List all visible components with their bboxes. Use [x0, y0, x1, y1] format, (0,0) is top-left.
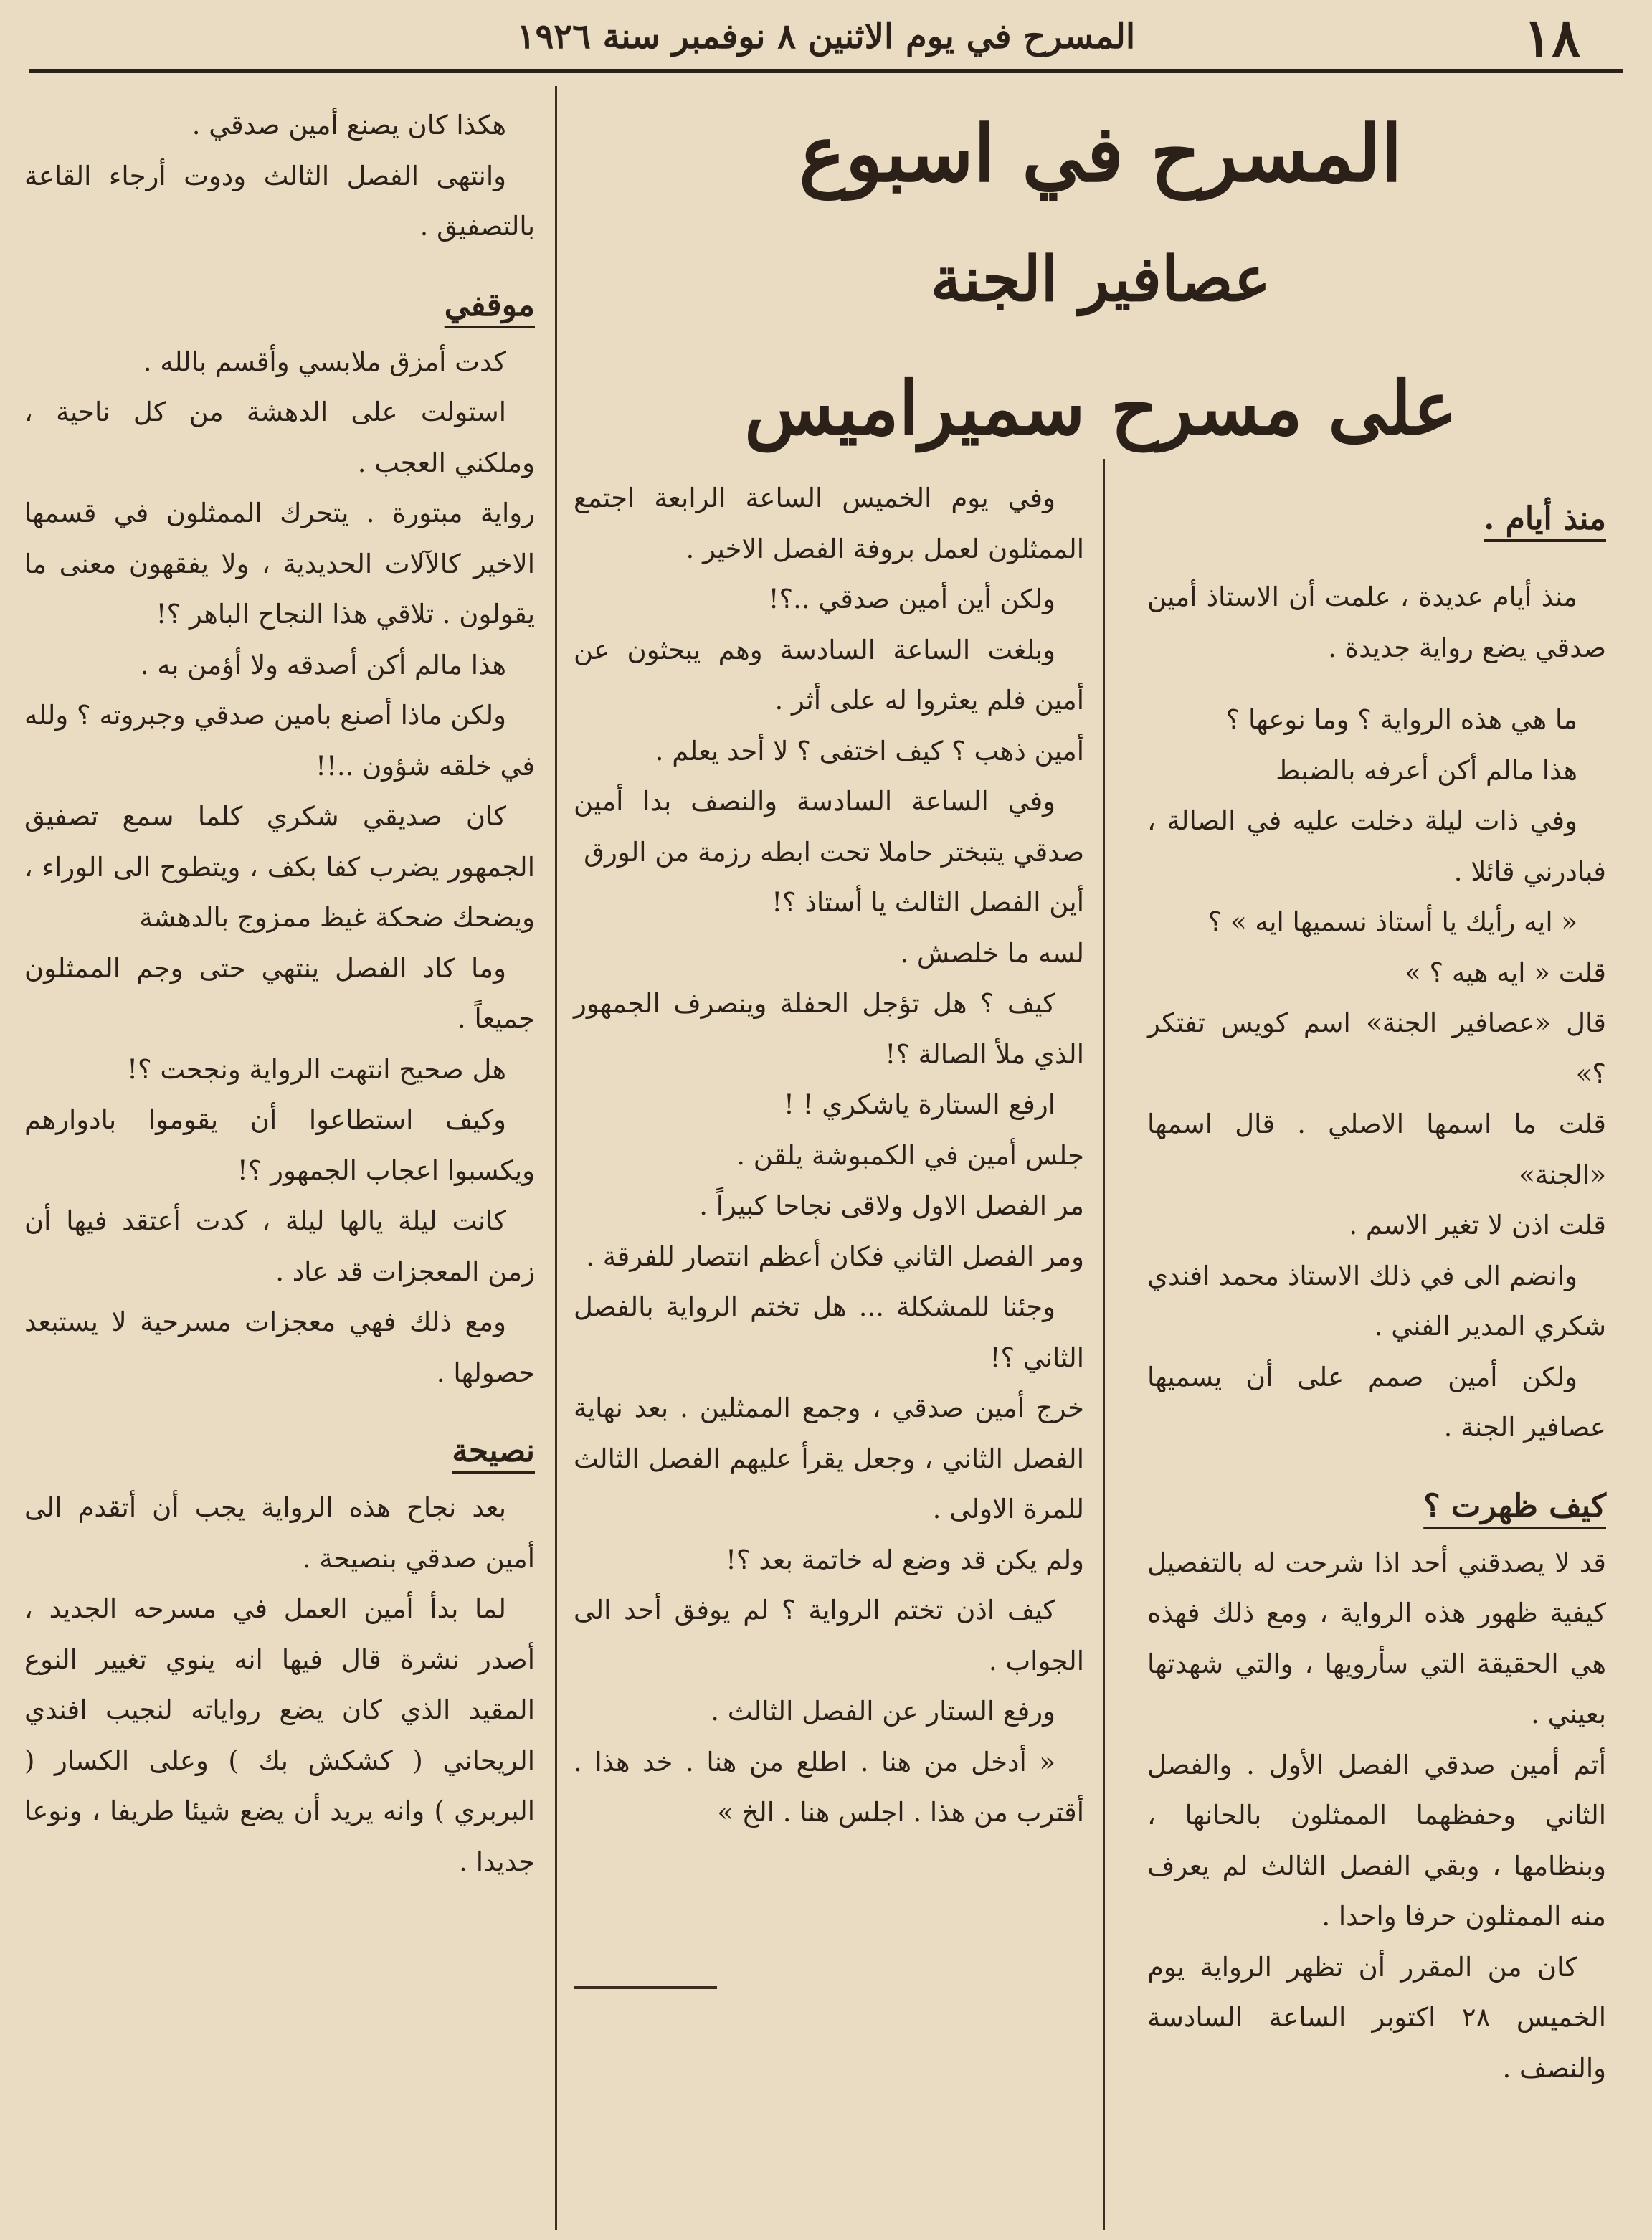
- section-title: المسرح في اسبوع: [799, 109, 1402, 199]
- paragraph: مر الفصل الاول ولاقى نجاحا كبيراً .: [699, 1190, 1084, 1221]
- right-column: [1147, 488, 1606, 2094]
- section-divider: [574, 1986, 717, 1989]
- header-rule: [29, 69, 1623, 73]
- paragraph: منذ أيام عديدة ، علمت أن الاستاذ أمين صدقي يضع رواية جديدة .: [1147, 582, 1606, 663]
- page-header: [29, 0, 1623, 79]
- paragraph: كيف ؟ هل تؤجل الحفلة وينصرف الجمهور الذي ملأ الصالة ؟!: [574, 988, 1084, 1070]
- article-subtitle: عصافير الجنة: [930, 243, 1271, 315]
- paragraph: وبلغت الساعة السادسة وهم يبحثون عن أمين فلم يعثروا له على أثر .: [574, 634, 1084, 716]
- paragraph: هذا مالم أكن أعرفه بالضبط: [1276, 754, 1577, 786]
- paragraph: ولكن أمين صمم على أن يسميها عصافير الجنة .: [1147, 1361, 1606, 1443]
- paragraph: ما هي هذه الرواية ؟ وما نوعها ؟: [1225, 704, 1577, 735]
- paragraph: وكيف استطاعوا أن يقوموا بادوارهم ويكسبوا اعجاب الجمهور ؟!: [24, 1104, 535, 1186]
- paragraph: جلس أمين في الكمبوشة يلقن .: [736, 1139, 1084, 1171]
- paragraph: وفي يوم الخميس الساعة الرابعة اجتمع الممثلون لعمل بروفة الفصل الاخير .: [574, 483, 1084, 564]
- paragraph: قلت اذن لا تغير الاسم .: [1349, 1210, 1606, 1240]
- paragraph: ولكن أين أمين صدقي ..؟!: [768, 584, 1055, 614]
- paragraph: استولت على الدهشة من كل ناحية ، وملكني العجب .: [24, 397, 535, 478]
- paragraph: وفي الساعة السادسة والنصف بدا أمين صدقي يتبختر حاملا تحت ابطه رزمة من الورق: [574, 786, 1084, 868]
- paragraph: ولم يكن قد وضع له خاتمة بعد ؟!: [726, 1544, 1084, 1575]
- paragraph: خرج أمين صدقي ، وجمع الممثلين . بعد نهاية الفصل الثاني ، وجعل يقرأ عليهم الفصل الثالث للمرة الاولى .: [574, 1392, 1084, 1524]
- paragraph: وما كاد الفصل ينتهي حتى وجم الممثلون جميعاً .: [24, 952, 535, 1034]
- middle-column: [574, 473, 1084, 1838]
- paragraph: كان من المقرر أن تظهر الرواية يوم الخميس ٢٨ اكتوبر الساعة السادسة والنصف .: [1147, 1951, 1606, 2084]
- subheading-advice: نصيحة: [452, 1433, 535, 1469]
- paragraph: ولكن ماذا أصنع بامين صدقي وجبروته ؟ ولله في خلقه شؤون ..!!: [24, 700, 535, 782]
- paragraph: لما بدأ أمين العمل في مسرحه الجديد ، أصدر نشرة قال فيها انه ينوي تغيير النوع المقيد الذي كان يضع رواياته لنجيب افندي الريحاني ( كشكش بك ) وعلى الكسار ( البربري ) وانه يريد أن يضع شيئا طريفا ، ونوعا جديدا .: [24, 1593, 535, 1877]
- paragraph: ارفع الستارة ياشكري ! !: [784, 1089, 1055, 1120]
- paragraph: قال «عصافير الجنة» اسم كويس تفتكر ؟»: [1147, 1007, 1606, 1089]
- column-divider-right: [1103, 459, 1105, 2230]
- paragraph: ورفع الستار عن الفصل الثالث .: [711, 1696, 1055, 1727]
- paragraph: رواية مبتورة . يتحرك الممثلون في قسمها الاخير كالآلات الحديدية ، ولا يفقهون معنى ما يقولون . تلاقي هذا النجاح الباهر ؟!: [24, 498, 535, 630]
- paragraph: هل صحيح انتهت الرواية ونجحت ؟!: [127, 1053, 506, 1085]
- paragraph: وانضم الى في ذلك الاستاذ محمد افندي شكري المدير الفني .: [1147, 1260, 1606, 1342]
- left-column: [24, 100, 535, 1887]
- paragraph: وفي ذات ليلة دخلت عليه في الصالة ، فبادرني قائلا .: [1147, 805, 1606, 887]
- paragraph: أين الفصل الثالث يا أستاذ ؟!: [772, 887, 1084, 918]
- paragraph: قد لا يصدقني أحد اذا شرحت له بالتفصيل كيفية ظهور هذه الرواية ، ومع ذلك فهذه هي الحقيقة التي سأرويها ، والتي شهدتها بعيني .: [1147, 1547, 1606, 1729]
- paragraph: وانتهى الفصل الثالث ودوت أرجاء القاعة بالتصفيق .: [24, 160, 535, 242]
- paragraph: قلت ما اسمها الاصلي . قال اسمها «الجنة»: [1147, 1109, 1606, 1190]
- paragraph: هذا مالم أكن أصدقه ولا أؤمن به .: [140, 649, 506, 680]
- paragraph: لسه ما خلصش .: [900, 937, 1084, 969]
- paragraph: وجئنا للمشكلة ... هل تختم الرواية بالفصل الثاني ؟!: [574, 1291, 1084, 1373]
- paragraph: كيف اذن تختم الرواية ؟ لم يوفق أحد الى الجواب .: [574, 1595, 1084, 1676]
- paragraph: كان صديقي شكري كلما سمع تصفيق الجمهور يضرب كفا بكف ، ويتطوح الى الوراء ، ويضحك ضحكة غيظ ممزوج بالدهشة: [24, 801, 535, 933]
- running-head: المسرح في يوم الاثنين ٨ نوفمبر سنة ١٩٢٦: [516, 16, 1136, 57]
- paragraph: ومر الفصل الثاني فكان أعظم انتصار للفرقة .: [586, 1240, 1084, 1272]
- subheading-days-ago: منذ أيام .: [1483, 500, 1606, 537]
- paragraph: « أدخل من هنا . اطلع من هنا . خد هذا . أقترب من هذا . اجلس هنا . الخ »: [574, 1746, 1084, 1828]
- paragraph: بعد نجاح هذه الرواية يجب أن أتقدم الى أمين صدقي بنصيحة .: [24, 1492, 535, 1574]
- paragraph: كانت ليلة يالها ليلة ، كدت أعتقد فيها أن زمن المعجزات قد عاد .: [24, 1205, 535, 1287]
- subheading-my-position: موقفي: [444, 286, 535, 323]
- paragraph: قلت « ايه هيه ؟ »: [1405, 957, 1606, 988]
- column-divider-left: [555, 86, 557, 2230]
- subheading-how-it-appeared: كيف ظهرت ؟: [1423, 1487, 1606, 1524]
- paragraph: أمين ذهب ؟ كيف اختفى ؟ لا أحد يعلم .: [655, 735, 1084, 767]
- paragraph: ومع ذلك فهي معجزات مسرحية لا يستبعد حصولها .: [24, 1306, 535, 1388]
- paragraph: أتم أمين صدقي الفصل الأول . والفصل الثاني وحفظهما الممثلون بالحانها ، وبنظامها ، وبقي الفصل الثالث لم يعرف منه الممثلون حرفا واحدا .: [1147, 1749, 1606, 1932]
- paragraph: هكذا كان يصنع أمين صدقي .: [191, 110, 506, 141]
- article-headline: على مسرح سميراميس: [744, 366, 1457, 452]
- paragraph: « ايه رأيك يا أستاذ نسميها ايه » ؟: [1207, 906, 1577, 937]
- paragraph: كدت أمزق ملابسي وأقسم بالله .: [143, 346, 506, 377]
- page-number: ١٨: [1523, 7, 1580, 69]
